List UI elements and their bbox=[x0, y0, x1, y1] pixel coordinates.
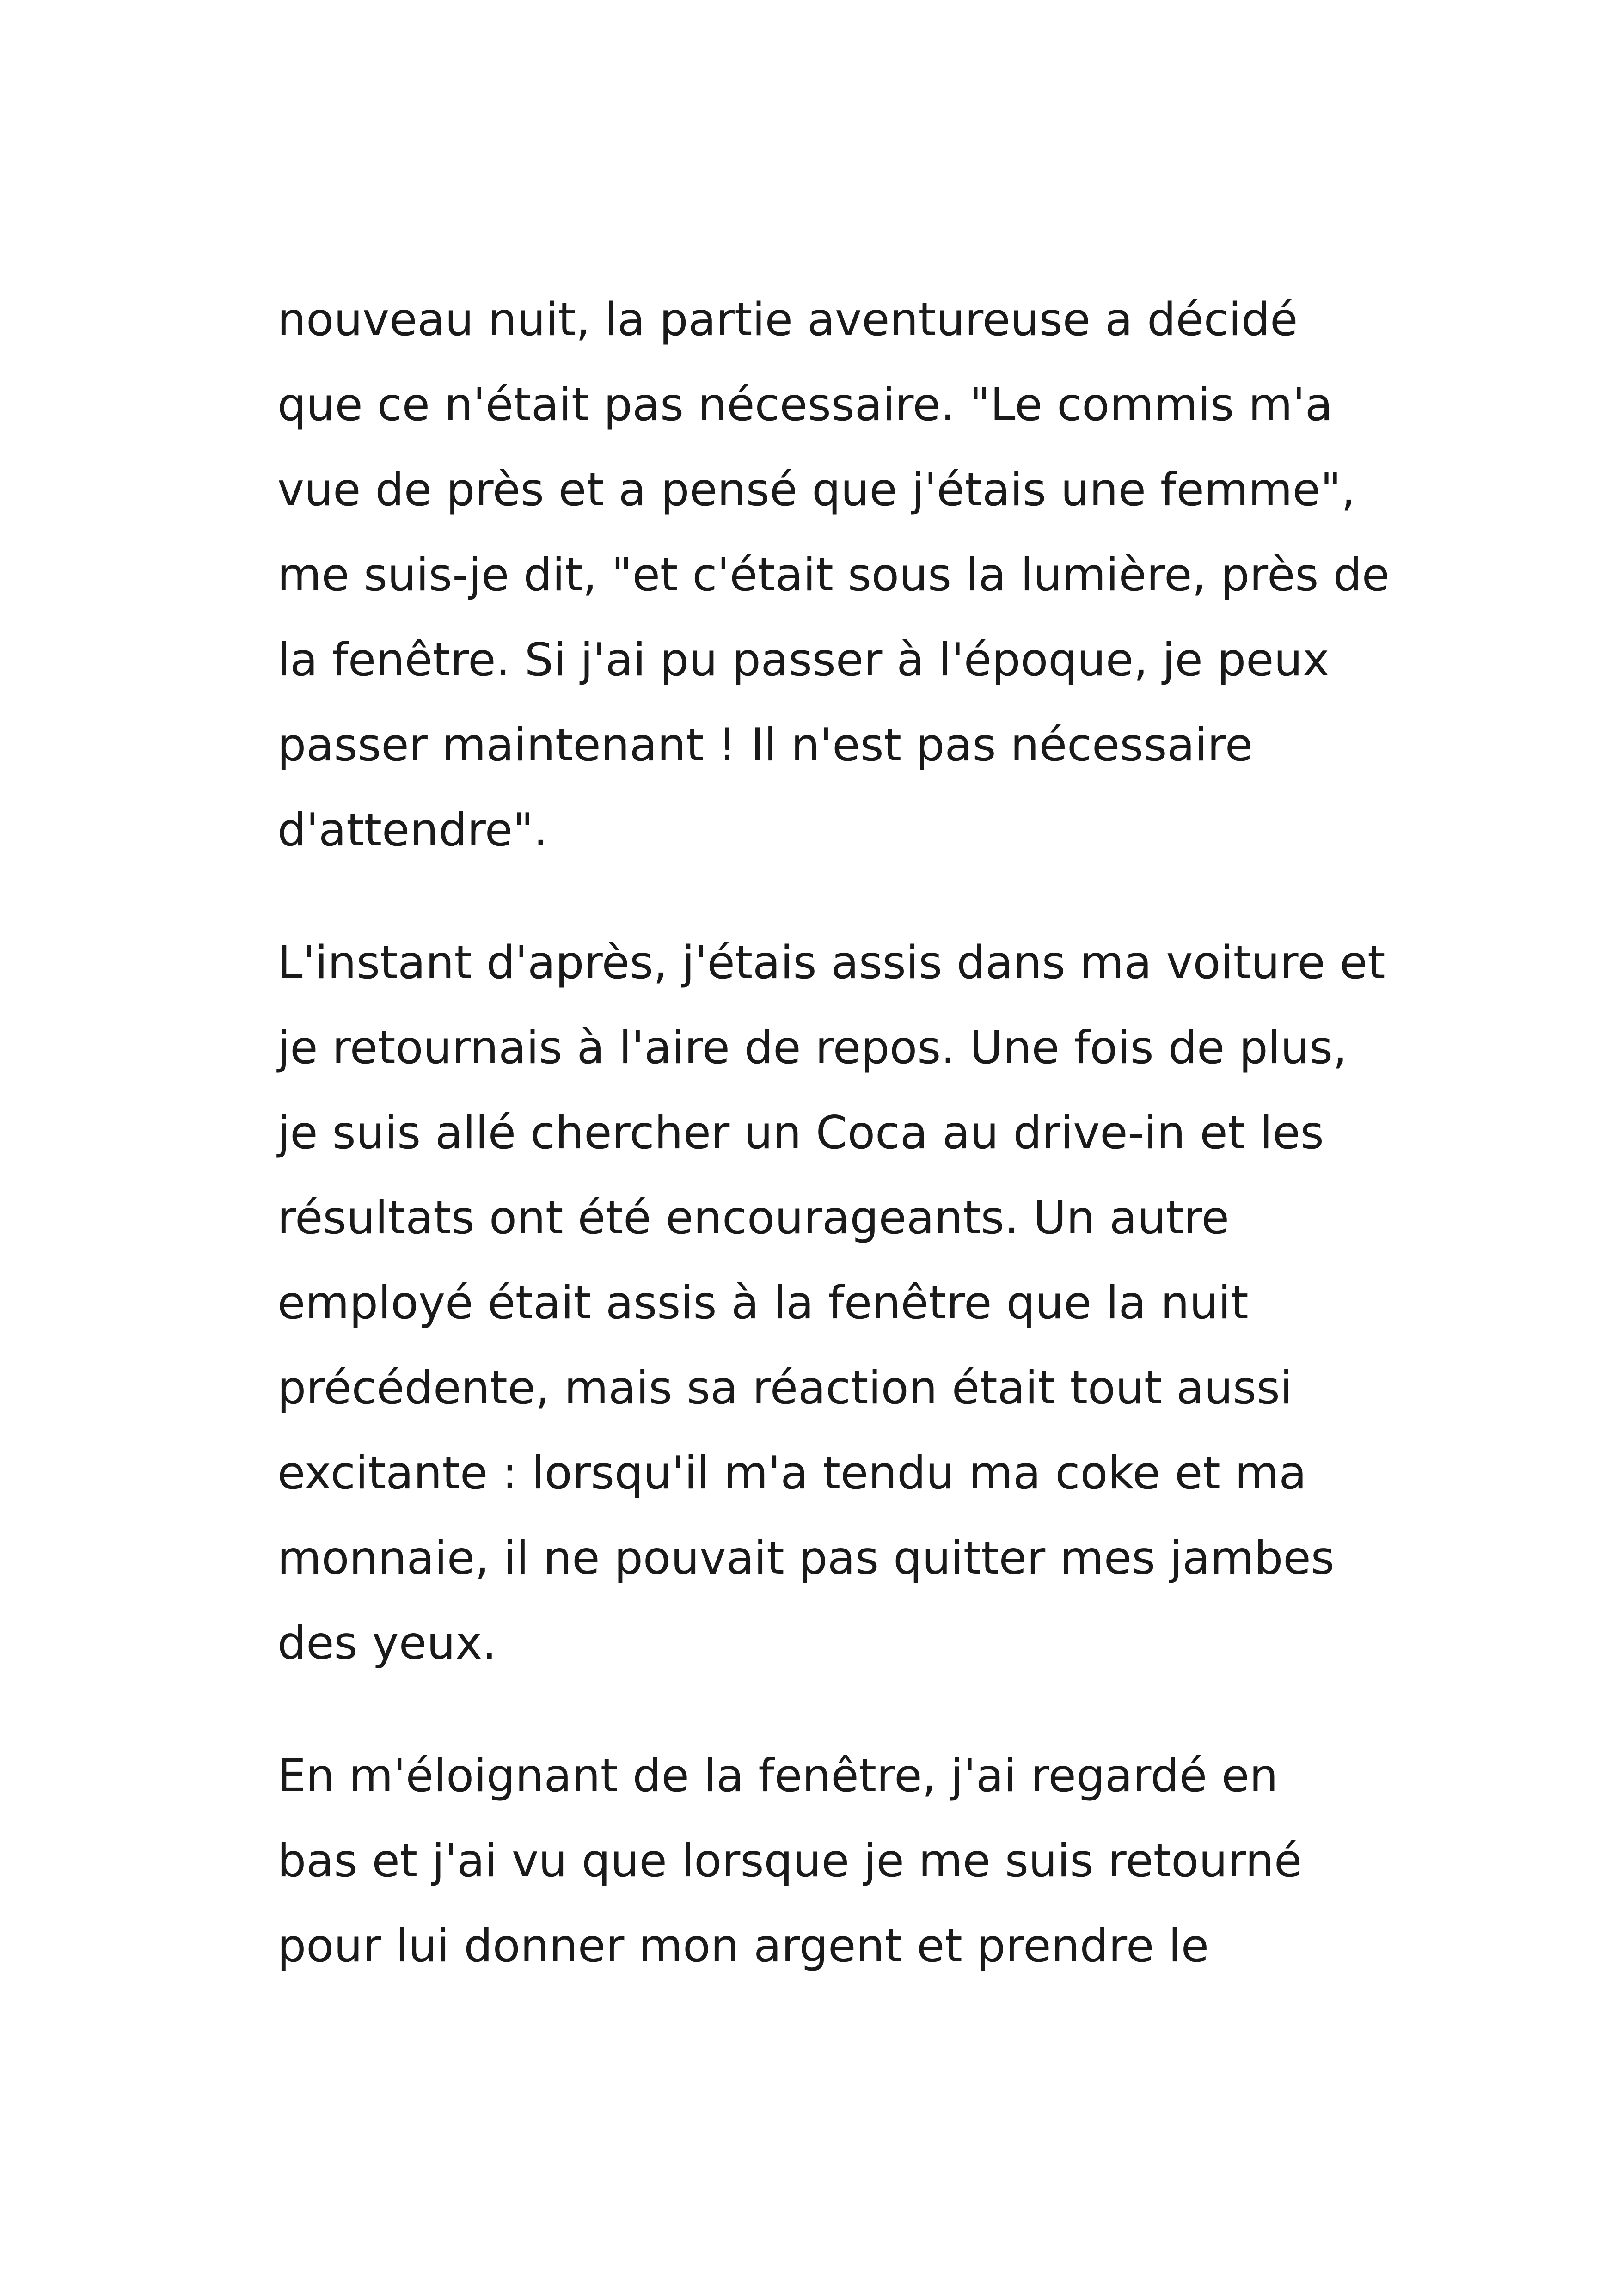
text-line: L'instant d'après, j'étais assis dans ma voiture et bbox=[277, 937, 1385, 989]
text-line: la fenêtre. Si j'ai pu passer à l'époque, je peux bbox=[277, 634, 1330, 686]
paragraph-2 bbox=[277, 920, 1410, 1686]
paragraph-3 bbox=[277, 1733, 1410, 1989]
text-line: je retournais à l'aire de repos. Une fois de plus, bbox=[277, 1022, 1348, 1074]
text-line: pour lui donner mon argent et prendre le bbox=[277, 1920, 1209, 1972]
paragraph-1 bbox=[277, 277, 1410, 873]
text-line: En m'éloignant de la fenêtre, j'ai regardé en bbox=[277, 1750, 1278, 1802]
text-line: nouveau nuit, la partie aventureuse a décidé bbox=[277, 294, 1298, 346]
text-line: vue de près et a pensé que j'étais une femme", bbox=[277, 464, 1356, 516]
text-line: que ce n'était pas nécessaire. "Le commis m'a bbox=[277, 379, 1333, 431]
text-line: d'attendre". bbox=[277, 804, 548, 857]
text-line: bas et j'ai vu que lorsque je me suis retourné bbox=[277, 1835, 1302, 1887]
text-line: excitante : lorsqu'il m'a tendu ma coke et ma bbox=[277, 1447, 1307, 1500]
text-line: passer maintenant ! Il n'est pas nécessaire bbox=[277, 719, 1253, 771]
text-line: monnaie, il ne pouvait pas quitter mes jambes bbox=[277, 1532, 1335, 1585]
text-line: employé était assis à la fenêtre que la nuit bbox=[277, 1277, 1249, 1329]
text-line: je suis allé chercher un Coca au drive-in et les bbox=[277, 1107, 1324, 1159]
text-line: me suis-je dit, "et c'était sous la lumière, près de bbox=[277, 549, 1390, 601]
text-line: des yeux. bbox=[277, 1617, 497, 1670]
body-text bbox=[277, 277, 1410, 2036]
text-line: résultats ont été encourageants. Un autre bbox=[277, 1192, 1229, 1244]
text-line: précédente, mais sa réaction était tout aussi bbox=[277, 1362, 1293, 1414]
